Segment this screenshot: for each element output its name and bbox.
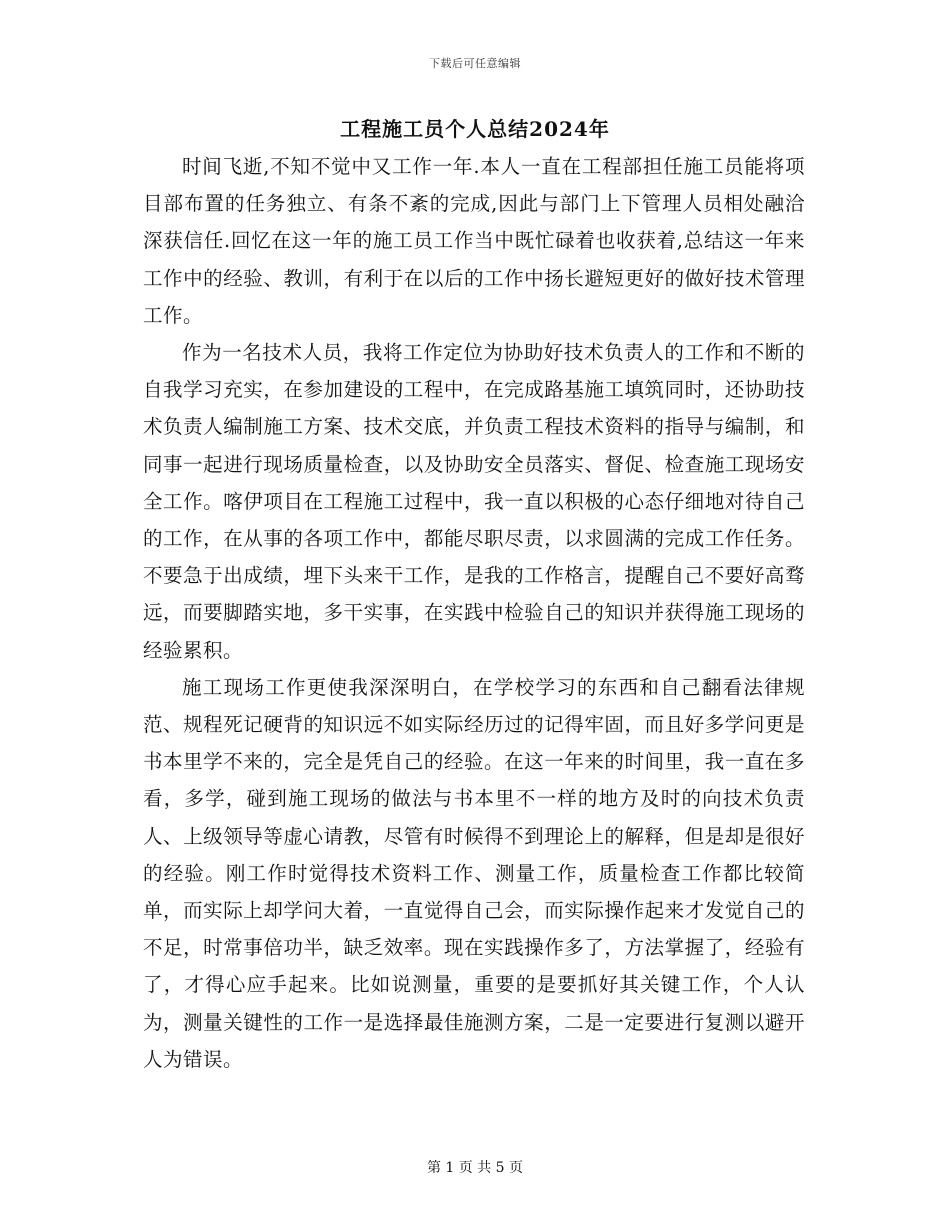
body-paragraph: 施工现场工作更使我深深明白，在学校学习的东西和自己翻看法律规范、规程死记硬背的知识远不如实际经历过的记得牢固，而且好多学问更是书本里学不来的，完全是凭自己的经验。在这一年来的时间里，我一直在多看，多学，碰到施工现场的做法与书本里不一样的地方及时的向技术负责人、上级领导等虚心请教，尽管有时候得不到理论上的解释，但是却是很好的经验。刚工作时觉得技术资料工作、测量工作，质量检查工作都比较简单，而实际上却学问大着，一直觉得自己会，而实际操作起来才发觉自己的不足，时常事倍功半，缺乏效率。现在实践操作多了，方法掌握了，经验有了，才得心应手起来。比如说测量，重要的是要抓好其关键工作，个人认为，测量关键性的工作一是选择最佳施测方案，二是一定要进行复测以避开人为错误。 [143,675,805,1071]
body-paragraph: 时间飞逝,不知不觉中又工作一年.本人一直在工程部担任施工员能将项目部布置的任务独立、有条不紊的完成,因此与部门上下管理人员相处融洽深获信任.回忆在这一年的施工员工作当中既忙碌着也收获着,总结这一年来工作中的经验、教训，有利于在以后的工作中扬长避短更好的做好技术管理工作。 [143,155,805,327]
document-title: 工程施工员个人总结2024年 [340,117,610,141]
page-header-note: 下载后可任意编辑 [429,57,521,70]
document-body [143,148,805,1078]
page-number: 第 1 页 共 5 页 [426,1160,524,1176]
body-paragraph: 作为一名技术人员，我将工作定位为协助好技术负责人的工作和不断的自我学习充实，在参加建设的工程中，在完成路基施工填筑同时，还协助技术负责人编制施工方案、技术交底，并负责工程技术资料的指导与编制，和同事一起进行现场质量检查，以及协助安全员落实、督促、检查施工现场安全工作。喀伊项目在工程施工过程中，我一直以积极的心态仔细地对待自己的工作，在从事的各项工作中，都能尽职尽责，以求圆满的完成工作任务。不要急于出成绩，埋下头来干工作，是我的工作格言，提醒自己不要好高骛远，而要脚踏实地，多干实事，在实践中检验自己的知识并获得施工现场的经验累积。 [143,341,805,662]
